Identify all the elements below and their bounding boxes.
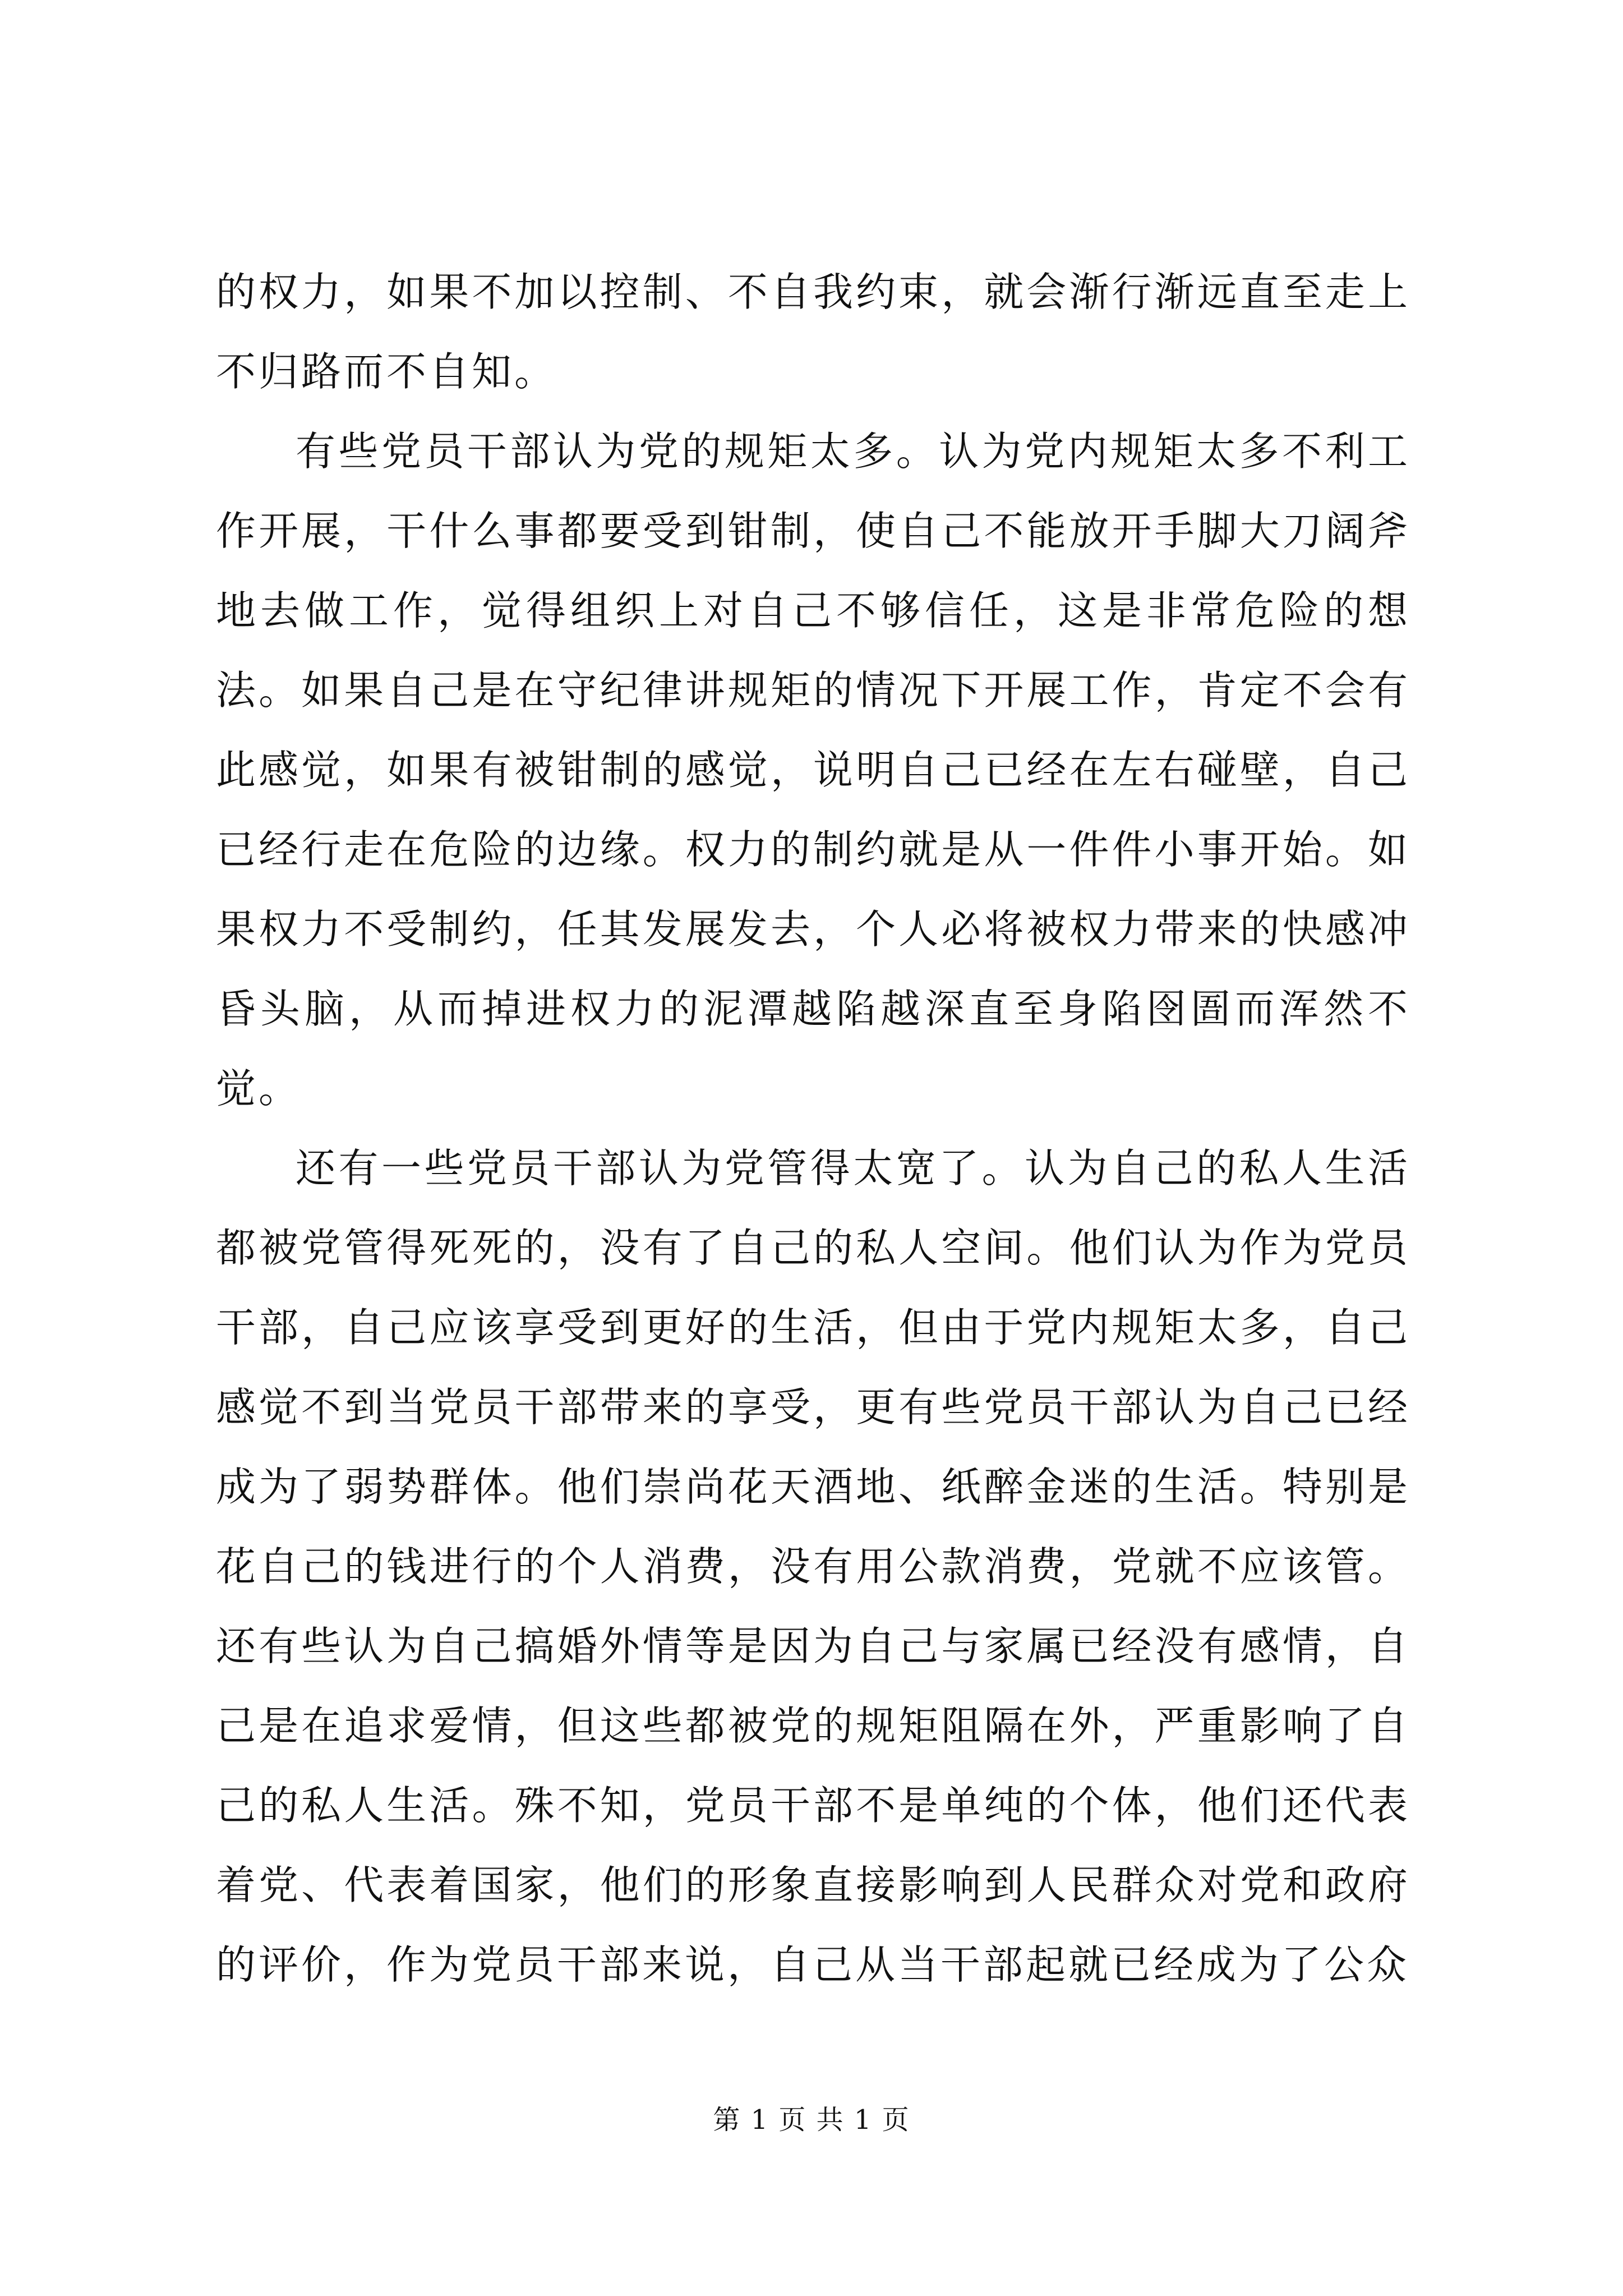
page-footer: 第 1 页 共 1 页 xyxy=(713,2104,910,2136)
paragraph-continuation: 的权力，如果不加以控制、不自我约束，就会渐行渐远直至走上不归路而不自知。 xyxy=(216,269,1410,395)
paragraph-party-manages-too-broadly: 还有一些党员干部认为党管得太宽了。认为自己的私人生活都被党管得死死的，没有了自己的私人空间。他们认为作为党员干部，自己应该享受到更好的生活，但由于党内规矩太多，自己感觉不到当党员干部带来的享受，更有些党员干部认为自己已经成为了弱势群体。他们崇尚花天酒地、纸醉金迷的生活。特别是花自己的钱进行的个人消费，没有用公款消费，党就不应该管。还有些认为自己搞婚外情等是因为自己与家属已经没有感情，自己是在追求爱情，但这些都被党的规矩阻隔在外，严重影响了自己的私人生活。殊不知，党员干部不是单纯的个体，他们还代表着党、代表着国家，他们的形象直接影响到人民群众对党和政府的评价，作为党员干部来说，自己从当干部起就已经成为了公众 xyxy=(216,1145,1410,1988)
document-body xyxy=(216,252,1410,2005)
paragraph-party-rules-too-many: 有些党员干部认为党的规矩太多。认为党内规矩太多不利工作开展，干什么事都要受到钳制，使自己不能放开手脚大刀阔斧地去做工作，觉得组织上对自己不够信任，这是非常危险的想法。如果自己是在守纪律讲规矩的情况下开展工作，肯定不会有此感觉，如果有被钳制的感觉，说明自己已经在左右碰壁，自己已经行走在危险的边缘。权力的制约就是从一件件小事开始。如果权力不受制约，任其发展发去，个人必将被权力带来的快感冲昏头脑，从而掉进权力的泥潭越陷越深直至身陷囹圄而浑然不觉。 xyxy=(216,428,1410,1112)
